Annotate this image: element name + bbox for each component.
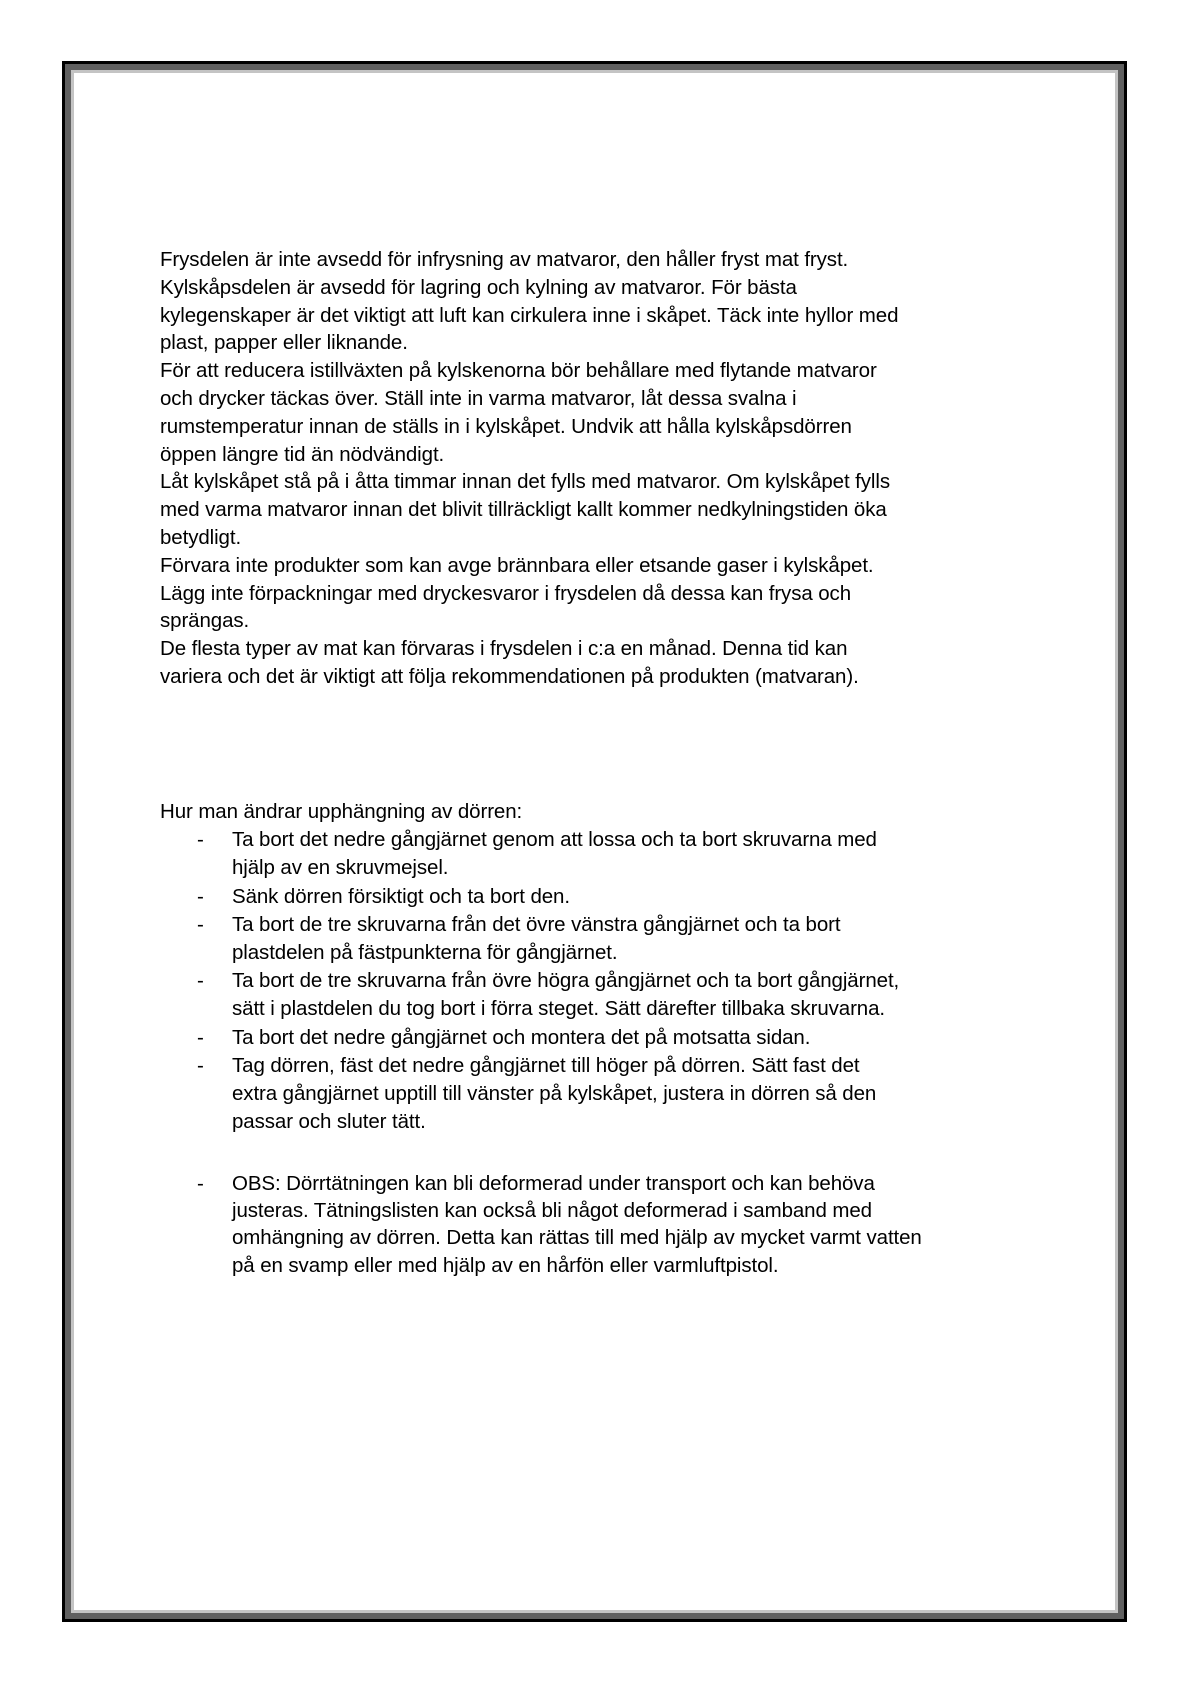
- list-item-line: Ta bort de tre skruvarna från det övre vänstra gångjärnet och ta bort: [232, 912, 841, 936]
- list-item-line: Sänk dörren försiktigt och ta bort den.: [232, 884, 570, 908]
- list-item-line: Ta bort de tre skruvarna från övre högra gångjärnet och ta bort gångjärnet,: [232, 969, 900, 993]
- paragraph-line: variera och det är viktigt att följa rekommendationen på produkten (matvaran).: [160, 665, 859, 688]
- paragraph-line: med varma matvaror innan det blivit tillräckligt kallt kommer nedkylningstiden öka: [160, 498, 887, 522]
- list-item-line: Ta bort det nedre gångjärnet genom att lossa och ta bort skruvarna med: [232, 828, 877, 852]
- paragraph-line: De flesta typer av mat kan förvaras i frysdelen i c:a en månad. Denna tid kan: [160, 637, 848, 661]
- list-item-line: passar och sluter tätt.: [232, 1110, 426, 1134]
- list-item-line: Tag dörren, fäst det nedre gångjärnet till höger på dörren. Sätt fast det: [232, 1053, 860, 1077]
- paragraph-line: Förvara inte produkter som kan avge brännbara eller etsande gaser i kylskåpet.: [160, 553, 874, 577]
- paragraph-line: Kylskåpsdelen är avsedd för lagring och kylning av matvaror. För bästa: [160, 275, 797, 299]
- list-item-line: sätt i plastdelen du tog bort i förra steget. Sätt därefter tillbaka skruvarna.: [232, 997, 886, 1021]
- list-bullet: -: [197, 912, 204, 936]
- note-line: på en svamp eller med hjälp av en hårfön eller varmluftpistol.: [232, 1253, 779, 1277]
- paragraph-line: rumstemperatur innan de ställs in i kylskåpet. Undvik att hålla kylskåpsdörren: [160, 414, 852, 438]
- list-bullet: -: [197, 969, 204, 993]
- list-bullet: -: [197, 1053, 204, 1077]
- paragraph-line: betydligt.: [160, 526, 242, 549]
- list-item-line: plastdelen på fästpunkterna för gångjärnet.: [232, 941, 618, 964]
- paragraph-line: och drycker täckas över. Ställ inte in varma matvaror, låt dessa svalna i: [160, 387, 797, 410]
- list-item-line: Ta bort det nedre gångjärnet och montera det på motsatta sidan.: [232, 1025, 811, 1049]
- paragraph-line: Låt kylskåpet stå på i åtta timmar innan det fylls med matvaror. Om kylskåpet fylls: [160, 470, 890, 494]
- list-bullet: -: [197, 884, 204, 908]
- paragraph-line: För att reducera istillväxten på kylskenorna bör behållare med flytande matvaror: [160, 359, 877, 383]
- list-bullet: -: [197, 1025, 204, 1049]
- note-line: justeras. Tätningslisten kan också bli något deformerad i samband med: [232, 1199, 872, 1223]
- note-line: omhängning av dörren. Detta kan rättas till med hjälp av mycket varmt vatten: [232, 1226, 922, 1250]
- list-item-line: extra gångjärnet upptill till vänster på kylskåpet, justera in dörren så den: [232, 1082, 877, 1105]
- list-item-line: hjälp av en skruvmejsel.: [232, 856, 449, 880]
- paragraph-line: Frysdelen är inte avsedd för infrysning av matvaror, den håller fryst mat fryst.: [160, 248, 849, 271]
- paragraph-line: öppen längre tid än nödvändigt.: [160, 442, 445, 466]
- list-bullet: -: [197, 1172, 204, 1195]
- paragraph-line: plast, papper eller liknande.: [160, 331, 408, 355]
- note-line: OBS: Dörrtätningen kan bli deformerad under transport och kan behöva: [232, 1172, 875, 1195]
- list-bullet: -: [197, 828, 204, 852]
- instructions-heading: Hur man ändrar upphängning av dörren:: [160, 800, 523, 823]
- paragraph-line: kylegenskaper är det viktigt att luft kan cirkulera inne i skåpet. Täck inte hyllor med: [160, 303, 899, 327]
- paragraph-line: sprängas.: [160, 609, 250, 633]
- paragraph-line: Lägg inte förpackningar med dryckesvaror i frysdelen då dessa kan frysa och: [160, 581, 852, 605]
